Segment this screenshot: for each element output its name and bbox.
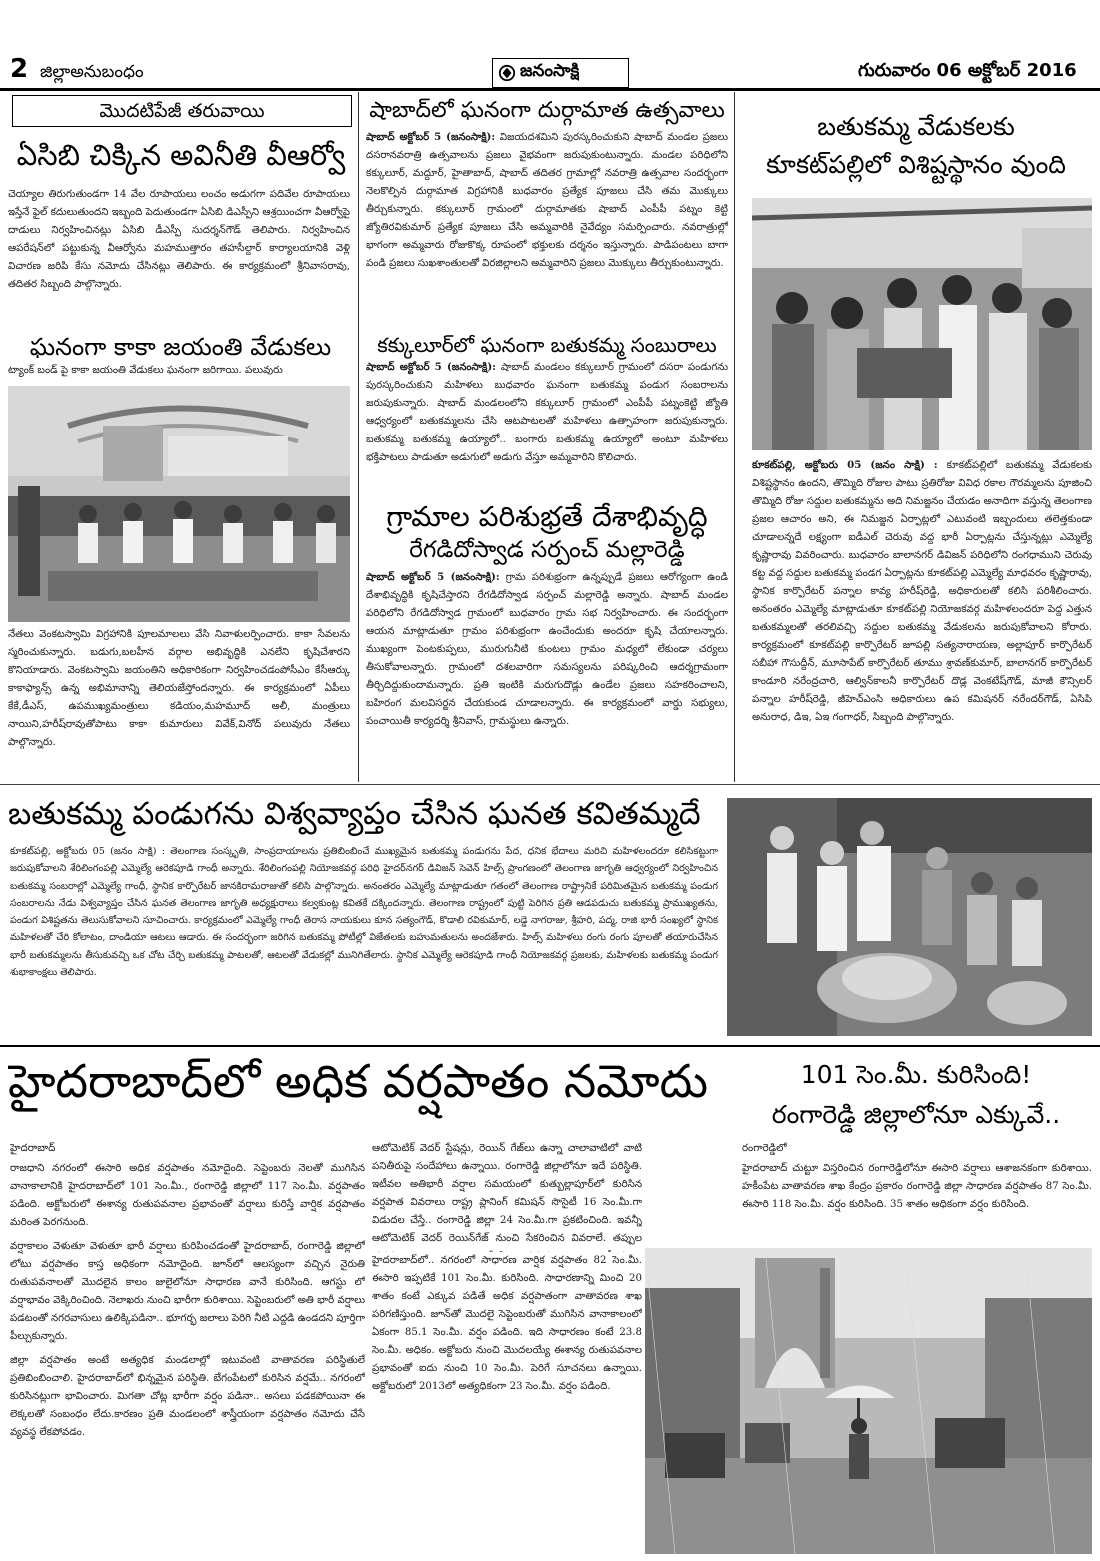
story-subhead: రేగడిదోస్వాడ సర్పంచ్ మల్లారెడ్డి <box>409 537 685 563</box>
story-headline: ఘనంగా కాకా జయంతి వేడుకలు <box>29 333 332 361</box>
logo-text: జనంసాక్షి <box>520 61 580 81</box>
story-paragraph: హైదరాబాద్ చుట్టూ విస్తరించిన రంగారెడ్డిలోనూ ఈసారి వర్షాలు ఆశాజనకంగా కురిశాయి. హకీంపేట వాతావరణ శాఖ కేంద్రం ప్రకారం రంగారెడ్డి జిల్లా సాధారణ వర్షపాతం 87 సెం.మీ. ఈసారి 118 సెం.మీ. వర్షం కురిసింది. 35 శాతం అధికంగా వర్షం కురిసింది. <box>742 1163 1092 1210</box>
logo-icon <box>498 64 516 82</box>
story-headline: బతుకమ్మ వేడుకలకు <box>817 112 1015 141</box>
side-headline: 101 సెం.మీ. కురిసింది! <box>800 1060 1032 1089</box>
story-body <box>366 128 728 326</box>
story-body <box>372 1252 642 1552</box>
story-text: తెలంగాణ సంస్కృతి, సాంప్రదాయాలను ప్రతిబింబించే ముఖ్యమైన బతుకమ్మ పండుగను పేద, ధనిక భేదాలు మరిచి మహిళలందరూ కలిసికట్టుగా జరుపుకోవాలని శేరిలింగంపల్లి ఎమ్మెల్యే ఆరెకపూడి గాంధీ అన్నారు. శేరిలింగంపల్లి నియోజకవర్గ పరిధి హైదర్‌నగర్ డివిజన్ సెవెన్ హిల్స్ ప్రాంగణంలో తెలంగాణ జాగృతి ఆధ్వర్యంలో నిర్వహించిన బతుకమ్మ సంబరాల్లో ఎమ్మెల్యే గాంధీ, స్థానిక కార్పొరేటర్ జానకిరామరాజుతో కలిసి పాల్గొన్నారు. అనంతరం ఎమ్మెల్యే మాట్లాడుతూ గతంలో తెలంగాణ రాష్ట్రానికే పరిమితమైన బతుకమ్మ పండుగ సంబరాలను నేడు విశ్వవ్యాప్తం చేసిన ఘనత తెలంగాణ జాగృతి అధ్యక్షురాలు కల్వకుంట్ల కవితకే దక్కిందన్నారు. తెలంగాణ రాష్ట్రంలో పుట్టి పెరిగిన ప్రతి ఆడపడుచు బతుకమ్మ ప్రాముఖ్యతను, పండుగ విశిష్టతను తెలుసుకోవాలని సూచించారు. కార్యక్రమంలో ఎమ్మెల్యే గాంధీ తెరాస నాయకులు కూన సత్యంగౌడ్, కొడాలి రవికుమార్, లడ్డె నాగరాజు, శ్రీహరి, పద్మ, రాజి భారీ సంఖ్యలో స్థానిక మహిళలతో చేరి కోలాటం, దాండియా ఆటలు ఆడారు. ఈ సందర్భంగా జరిగిన బతుకమ్మ పోటీల్లో విజేతలకు బహుమతులను అందజేశారు. హిల్స్ మహిళలు రంగు రంగు పూలతో తయారుచేసిన భారీ బతుకమ్మలను తీసుకువచ్చి ఒక చోట చేర్చి బతుకమ్మ పాటలతో, ఆటలతో వేడుకల్లో మునిగితేలారు. స్థానిక ఎమ్మెల్యే ఆరెకపూడి గాంధీ నియోజకవర్గ ప్రజలకు, మహిళలకు బతుకమ్మ పండుగ శుభాకాంక్షలు తెలిపారు. <box>10 846 718 979</box>
story-paragraph: రాజధాని నగరంలో ఈసారి అధిక వర్షపాతం నమోదైంది. సెప్టెంబరు నెలతో ముగిసిన వానాకాలానికి హైదరాబాద్‌లో 101 సెం.మీ., రంగారెడ్డి జిల్లాలో 117 సెం.మీ. వర్షపాతం పడింది. అక్టోబరులో ఈశాన్య రుతుపవనాల ప్రభావంతో వర్షాలు కురిస్తే వార్షిక వర్షపాతం మరింత పెరగనుంది. <box>10 1163 365 1228</box>
section-rule <box>0 1045 1100 1047</box>
story-body <box>366 568 728 780</box>
side-headline: రంగారెడ్డి జిల్లాలోనూ ఎక్కువే.. <box>771 1100 1061 1129</box>
bathukamma-kukatpally-photo <box>752 198 1092 450</box>
story-body <box>752 456 1092 780</box>
dateline: షాబాద్ అక్టోబర్ 5 (జనంసాక్షి): <box>366 571 500 583</box>
story-headline: హైదరాబాద్‌లో అధిక వర్షపాతం నమోదు <box>8 1054 709 1108</box>
kaka-jayanthi-photo <box>8 386 350 622</box>
dateline: కూకట్‌పల్లి, అక్టోబరు 05 (జనం సాక్షి) : <box>10 846 165 857</box>
story-headline: గ్రామాల పరిశుభ్రతే దేశాభివృద్ధి <box>386 500 708 533</box>
section-name: జిల్లాఅనుబంధం <box>40 62 144 82</box>
dateline: కూకట్‌పల్లి, అక్టోబరు 05 (జనం సాక్షి) : <box>752 459 938 471</box>
story-body <box>372 1140 642 1252</box>
story-paragraph: ఆటోమెటిక్ వెదర్ స్టేషన్లు, రెయిన్ గేజ్‌లు ఉన్నా చాలావాటిలో వాటి పనితీరుపై సందేహాలు ఉన్నాయి. రంగారెడ్డి జిల్లాలోనూ ఇదే పరిస్థితి. ఇటీవల అతిభారీ వర్షాల సమయంలో కుత్బుల్లాపూర్‌లో కురిసిన వర్షపాత వివరాలు రాష్ట్ర ప్లానింగ్ కమిషన్ సొసైటీ 16 సెం.మీ.గా విడుదల చేస్తే.. రంగారెడ్డి జిల్లా 24 సెం.మీ.గా ప్రకటించింది. ఇవన్నీ ఆటోమెటిక్ వెదర్ రెయిన్‌గేజ్ నుంచి సేకరించిన వివరాలే. తప్పుల <box>372 1143 642 1244</box>
story-body <box>10 1140 365 1556</box>
bathukamma-celebration-photo <box>727 798 1092 1036</box>
story-body: నేతలు వెంకటస్వామి విగ్రహానికి పూలమాలలు వేసి నివాళులర్పించారు. కాకా సేవలను స్మరించుకున్నారు. బడుగు,బలహీన వర్గాల అభివృద్ధికి ఎనలేని కృషిచేశారని కొనియాడారు. వెంకటస్వామి జయంతిని అధికారికంగా నిర్వహించడంపోసీఎం కేసీఆర్కు కాకాఫ్యాన్స్ ఉన్న అభిమానాన్ని తెలియజేస్తోందన్నారు. ఈ కార్యక్రమంలో ఏపీలు కేకే,డీఎస్, ఉపముఖ్యమంత్రులు కడియం,మహమూద్ అలీ, మంత్రులు నాయిని,హరీష్‌రావుతోపాటు కాకా కుమారులు వివేక్,వినోద్ పలువురు నేతలు పాల్గొన్నారు. <box>8 629 350 748</box>
issue-date: గురువారం 06 అక్టోబర్ 2016 <box>858 60 1077 81</box>
dateline: రంగారెడ్డిలో <box>742 1143 787 1154</box>
story-paragraph: హైదరాబాద్‌లో.. నగరంలో సాధారణ వార్షిక వర్షపాతం 82 సెం.మీ. ఈసారి ఇప్పటికే 101 సెం.మీ. కురిసింది. సాధారణాన్ని మించి 20 శాతం కంటే ఎక్కువ పడితే అధిక వర్షపాతంగా వాతావరణ శాఖ పరిగణిస్తుంది. జూన్‌తో మొదలై సెప్టెంబరుతో ముగిసిన వానాకాలంలో ఏకంగా 85.1 సెం.మీ. వర్షం పడింది. ఇది సాధారణం కంటే 23.8 సెం.మీ. అధికం. అక్టోబరు నుంచి మొదలయ్యే ఈశాన్య రుతుపవనాల ప్రభావంతో ఐదు నుంచి 10 సెం.మీ. పెరిగే సూచనలు ఉన్నాయి. అక్టోబరులో 2013లో అత్యధికంగా 23 సెం.మీ. వర్షం పడింది. <box>372 1255 642 1392</box>
masthead-rule <box>0 88 1100 91</box>
dateline: షాబాద్ అక్టోబర్ 5 (జనంసాక్షి): <box>366 131 496 143</box>
hyderabad-rain-photo <box>645 1248 1092 1554</box>
story-text: విజయదశమిని పురస్కరించుకుని షాబాద్ మండల ప్రజలు దసరానవరాత్రి ఉత్సవాలను ప్రజలు వైభవంగా జరుపుకుంటున్నారు. మండల పరిధిలోని కక్కులూర్, మద్దూర్, హైతాబాద్, షాబాద్ తదితర గ్రామాల్లో నవరాత్రి ఉత్సవాల సందర్భంగా నెలకొల్పిన దుర్గామాత విగ్రహానికి బుధవారం ప్రత్యేక పూజలు చేసి తమ మొక్కులు తీర్చుకున్నారు. కక్కులూర్ గ్రామంలో దుర్గామాతకు షాబాద్ ఎంపీపీ పట్నం కెట్టి జ్యోతిరవికుమార్ ప్రత్యేక పూజలు చేసి అమ్మవారికి నైవేద్యం సమర్పించారు. నవరాత్రుల్లో భాగంగా అమ్మవారు రోజుకొక్క రూపంలో భక్తులకు దర్శనం ఇస్తున్నారు. పాడిపంటలు బాగా పండి ప్రజలు సుఖశాంతులతో విరజిల్లాలని అమ్మవారిని ప్రజలు మొక్కులు తీర్చుకుంటున్నారు. <box>366 132 728 269</box>
story-headline: కూకట్‌పల్లిలో విశిష్టస్థానం వుంది <box>766 150 1066 179</box>
story-body <box>10 843 718 1031</box>
column-divider <box>358 92 359 782</box>
story-body: చెయ్యాల తిరుగుతుండగా 14 వేల రూపాయలు లంచం అడుగగా పదివేల రూపాయలు ఇస్తేనే ఫైల్ కదులుతుందని ఇబ్బంది పెదుతుండగా ఏసిబి డిఎస్పీని ఆశ్రయించగా వీఆర్వోపై దాడులు నిర్వహించినట్లు ఏసిబి డీఎస్పీ సుదర్శన్‌గౌడ్ తెలిపారు. నిర్వహించిన ఆపరేషన్‌లో పట్టుకున్న వీఆర్వోను మహముత్తారం తహసీల్దార్ కార్యాలయానికి వెళ్లి విచారణ జరిపి కేసు నమోదు చేసినట్లు తెలిపారు. ఈ కార్యక్రమంలో శ్రీనివాసరావు, తదితర సిబ్బంది పాల్గొన్నారు. <box>8 189 350 290</box>
story-headline: ఏసిబి చిక్కిన అవినీతి వీఆర్వో <box>16 138 346 172</box>
story-headline: బతుకమ్మ పండుగను విశ్వవ్యాప్తం చేసిన ఘనత కవితమ్మదే <box>8 796 701 832</box>
story-body <box>366 358 728 496</box>
page-number: 2 <box>10 54 29 84</box>
dateline: హైదరాబాద్ <box>10 1143 56 1154</box>
dateline: షాబాద్ అక్టోబర్ 5 (జనంసాక్షి): <box>366 361 496 373</box>
story-body <box>742 1140 1092 1240</box>
column-divider <box>734 92 735 782</box>
story-headline: కక్కులూర్‌లో ఘనంగా బతుకమ్మ సంబురాలు <box>377 333 717 357</box>
story-text: షాబాద్ మండలం కక్కులూర్ గ్రామంలో దసరా పండుగను పురస్కరించుకుని మహిళలు బుధవారం ఘనంగా బతుకమ్మ పండుగ సంబరాలను జరుపుకున్నారు. షాబాద్ మండలంలోని కక్కులూర్ గ్రామంలో ఎంపీపీ పట్నంకెట్టి జ్యోతి ఆధ్వర్యంలో బతుకమ్మలను చేసి ఆటపాటలతో మహిళలు ఉత్సాహంగా జరుపుకున్నారు. బతుకమ్మ బతుకమ్మ ఉయ్యాలో.. బంగారు బతుకమ్మ ఉయ్యాలో అంటూ మహిళలు భక్తిపాటలు పాడుతూ అడుగులో అడుగు వేస్తూ అమ్మవారిని కొలిచారు. <box>366 362 728 463</box>
story-paragraph: జిల్లా వర్షపాతం అంటే అత్యధిక మండలాల్లో ఇటువంటి వాతావరణ పరిస్థితులే ప్రతిబింబించాలి. హైదరాబాద్‌లో భిన్నమైన పరిస్థితి. బేగంపేటలో కురిసిన వర్షమే.. నగరంలో కురిసినట్లుగా భావించారు. మిగతా చోట్ల భారీగా వర్షం పడినా.. అసలు పడకపోయినా ఈ లెక్కలతో సంబంధం లేదు.కారణం ప్రతి మండలంలో శాస్త్రీయంగా వర్షపాతం నమోదు చేసే వ్యవస్థ లేకపోవడం. <box>10 1355 365 1438</box>
continued-banner: మొదటిపేజీ తరువాయి <box>12 95 352 127</box>
masthead-logo <box>492 58 629 88</box>
story-lead: ట్యాంక్ బండ్ పై కాకా జయంతి వేడుకలు ఘనంగా జరిగాయి. పలువురు <box>8 365 283 376</box>
story-text: గ్రామ పరిశుభ్రంగా ఉన్నప్పుడే ప్రజలు ఆరోగ్యంగా ఉండి దేశాభివృద్ధికి కృషిచేస్తారని రేగడిదోస్వాడ సర్పంచ్ మల్లారెడ్డి అన్నారు. షాబాద్ మండల పరిధిలోని రేగడిదోస్వాడ గ్రామంలో బుధవారం గ్రామ సభ నిర్వహించారు. ఈ సందర్భంగా ఆయన మాట్లాడుతూ గ్రామం పరిశుభ్రంగా ఉంచేందుకు అందరూ కృషి చేయాలన్నారు. ముఖ్యంగా పెంటకుప్పలు, మురుగునీటి కుంటలు గ్రామం మధ్యలో లేకుండా చర్యలు తీసుకోవాలన్నారు. గ్రామంలో దశలవారిగా సమస్యలను పరిష్కరించి ఆదర్శగ్రామంగా తీర్చిదిద్దుకుందామన్నారు. ప్రతి ఇంటికి మరుగుదొడ్లు ఉండేల ప్రజలు సహకరించాలని, బహిరంగ మలవిసర్జన చేయకుండ చూడాలన్నారు. ఈ కార్యక్రమంలో వార్డు సభ్యులు, పంచాయితీ కార్యదర్శి శ్రీనివాస్, గ్రామస్థులు ఉన్నారు. <box>366 572 728 727</box>
section-rule <box>0 784 1100 785</box>
story-text: కూకట్‌పల్లిలో బతుకమ్మ వేడుకలకు విశిష్టస్థానం ఉందని, తొమ్మిది రోజుల పాటు ప్రతిరోజు వివిధ రకాల గౌరమ్మలను పూజించి తొమ్మిది రోజు సద్దుల బతుకమ్మను అది నిమజ్జనం చేయడం అనాదిగా వస్తున్న తెలంగాణ ప్రజల ఆచారం అని, ఈ నిమజ్జన ఏర్పాట్లలో ఎటువంటి ఇబ్బందులు తలెత్తకుండా చూడాలన్నదే లక్ష్యంగా ఐడీఎల్ చెరువు వద్ద భారీ ఏర్పాట్లను చేస్తున్నట్లు ఎమ్మెల్యే కృష్ణారావు వివరించారు. బుధవారం బాలానగర్ డివిజన్ పరిధిలోని రంగధాముని చెరువు కట్ట వద్ద సద్దుల బతుకమ్మ పండగ ఏర్పాట్లను కూకట్‌పల్లి ఎమ్మెల్యే మాధవరం కృష్ణారావు, స్థానిక కార్పొరేటర్ పన్నాల కావ్య హరీష్‌రెడ్డి, అధికారులతో కలిసి పరిశీలించారు. అనంతరం ఎమ్మెల్యే మాట్లాడుతూ కూకట్‌పల్లి నియోజకవర్గ మహిళలందరూ పెద్ద ఎత్తున బతుకమ్మలతో తరలివచ్చి సద్దుల బతుకమ్మ వేడుకలను జరుపుకోవాలని కోరారు. కార్యక్రమంలో కూకట్‌పల్లి కార్పొరేటర్ జూపల్లి సత్యనారాయణ, అల్లాపూర్ కార్పొరేటర్ సబీహా గౌసుద్దీన్, మూసాపేట్ కార్పొరేటర్ తూము శ్రావణ్‌కుమార్, బాలానగర్ కార్పొరేటర్ కాండూరి నరేంద్రచారి, ఆల్విన్‌కాలనీ కార్పొరేటర్ దొడ్ల వెంకటేష్‌గౌడ్, మాజీ కౌన్సిలర్ పన్నాల హరీష్‌రెడ్డి, జీహెచ్ఎంసి అధికారులు ఉప కమిషనర్ నరేందర్‌గౌడ్, ఏసిపి అనురాధ, డిఇ, ఏఇ గంగాధర్, సిబ్బంది పాల్గొన్నారు. <box>752 460 1092 723</box>
story-paragraph: వర్షాకాలం వెళుతూ వెళుతూ భారీ వర్షాలు కురిపించడంతో హైదరాబాద్, రంగారెడ్డి జిల్లాలో లోటు వర్షపాతం కాస్త అధికంగా నమోదైంది. జూన్‌లో ఆలస్యంగా వచ్చిన నైరుతి రుతుపవనాలతో మొదలైన కాలం జులైలోనూ సాధారణ వానే కురిసింది. ఆగస్టు లో వర్షాభావం వెక్కిరించింది. నెలాఖరు నుంచి భారీగా కురిశాయి. సెప్టెంబరులో అతి భారీ వర్షాలు పడటంతో నగరవాసులు ఉలిక్కిపడినా.. భూగర్భ జలాలు పెరిగి నీటి ఎద్దడి ఉండదని పూర్తిగా పీల్చుకున్నారు. <box>10 1241 365 1342</box>
story-headline: షాబాద్‌లో ఘనంగా దుర్గామాత ఉత్సవాలు <box>369 98 725 123</box>
